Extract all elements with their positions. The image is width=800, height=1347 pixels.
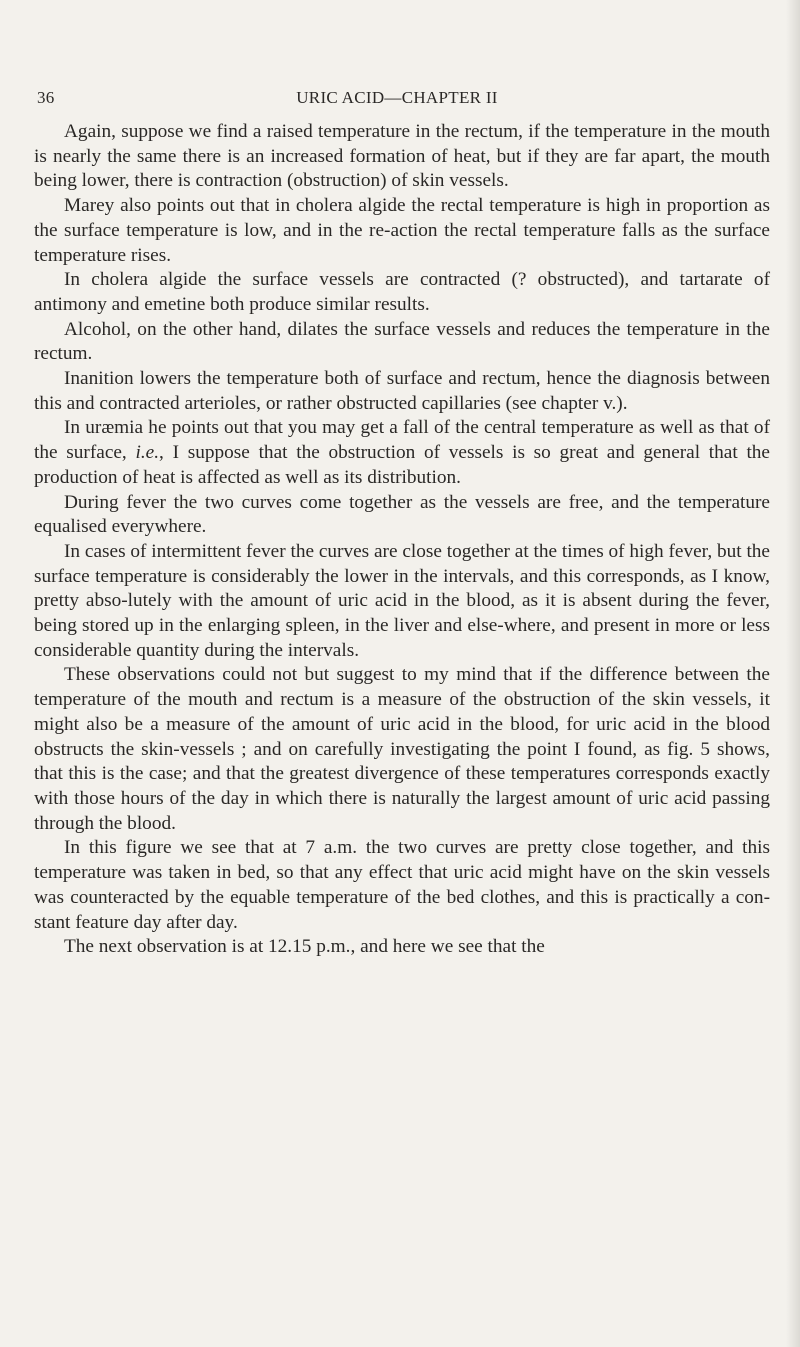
- running-head: [37, 88, 767, 112]
- running-title: URIC ACID—CHAPTER II: [296, 88, 498, 107]
- paragraph: In cases of intermittent fever the curves are close together at the times of high fever, but the surface temperature is considerably the lower in the intervals, and this corresponds, as I know, pretty abso-lutely with the amount of uric acid in the blood, as it is absent during the fever, being stored up in the enlarging spleen, in the liver and else-where, and present in more or less considerable quantity during the intervals.: [34, 540, 770, 661]
- paragraph: Again, suppose we find a raised temperature in the rectum, if the temperature in the mouth is nearly the same there is an increased formation of heat, but if they are far apart, the mouth being lower, there is contraction (obstruction) of skin vessels.: [34, 121, 770, 192]
- paragraph: In cholera algide the surface vessels are contracted (? obstructed), and tartarate of antimony and emetine both produce similar results.: [34, 269, 770, 315]
- paragraph: Alcohol, on the other hand, dilates the surface vessels and reduces the temperature in the rectum.: [34, 318, 770, 365]
- paragraph: These observations could not but suggest to my mind that if the difference between the temperature of the mouth and rectum is a measure of the obstruction of the skin vessels, it might also be a measure of the amount of uric acid in the blood, for uric acid in the blood obstructs the skin-vessels ; and on carefully investigating the point I found, as fig. 5 shows, that this is the case; and that the greatest divergence of these temperatures corresponds exactly with those hours of the day in which there is naturally the largest amount of uric acid passing through the blood.: [34, 664, 770, 834]
- paragraph: [34, 416, 770, 490]
- page-number: 36: [37, 88, 55, 107]
- body-text: [34, 120, 770, 960]
- italic-abbreviation: i.e.: [135, 442, 160, 464]
- paragraph: The next observation is at 12.15 p.m., and here we see that the: [64, 936, 545, 958]
- paragraph-text: , I suppose that the obstruction of vessels is so great and general that the production of heat is affected as well as its distribution.: [34, 442, 770, 488]
- page-edge-shadow: [786, 0, 800, 1347]
- paragraph: During fever the two curves come together as the vessels are free, and the temperature equalised everywhere.: [34, 491, 770, 538]
- paragraph-text: In uræmia he points out that you may get a fall of the central temperature as well as that of the surface,: [34, 417, 770, 464]
- paragraph: In this figure we see that at 7 a.m. the two curves are pretty close together, and this temperature was taken in bed, so that any effect that uric acid might have on the skin vessels was counteracted by the equable temperature of the bed clothes, and this is practically a con-stant feature day after day.: [34, 837, 770, 933]
- paragraph: Inanition lowers the temperature both of surface and rectum, hence the diagnosis between this and contracted arterioles, or rather obstructed capillaries (see chapter v.).: [34, 368, 770, 414]
- paragraph: Marey also points out that in cholera algide the rectal temperature is high in proportion as the surface temperature is low, and in the re-action the rectal temperature falls as the surface temperature rises.: [34, 195, 770, 266]
